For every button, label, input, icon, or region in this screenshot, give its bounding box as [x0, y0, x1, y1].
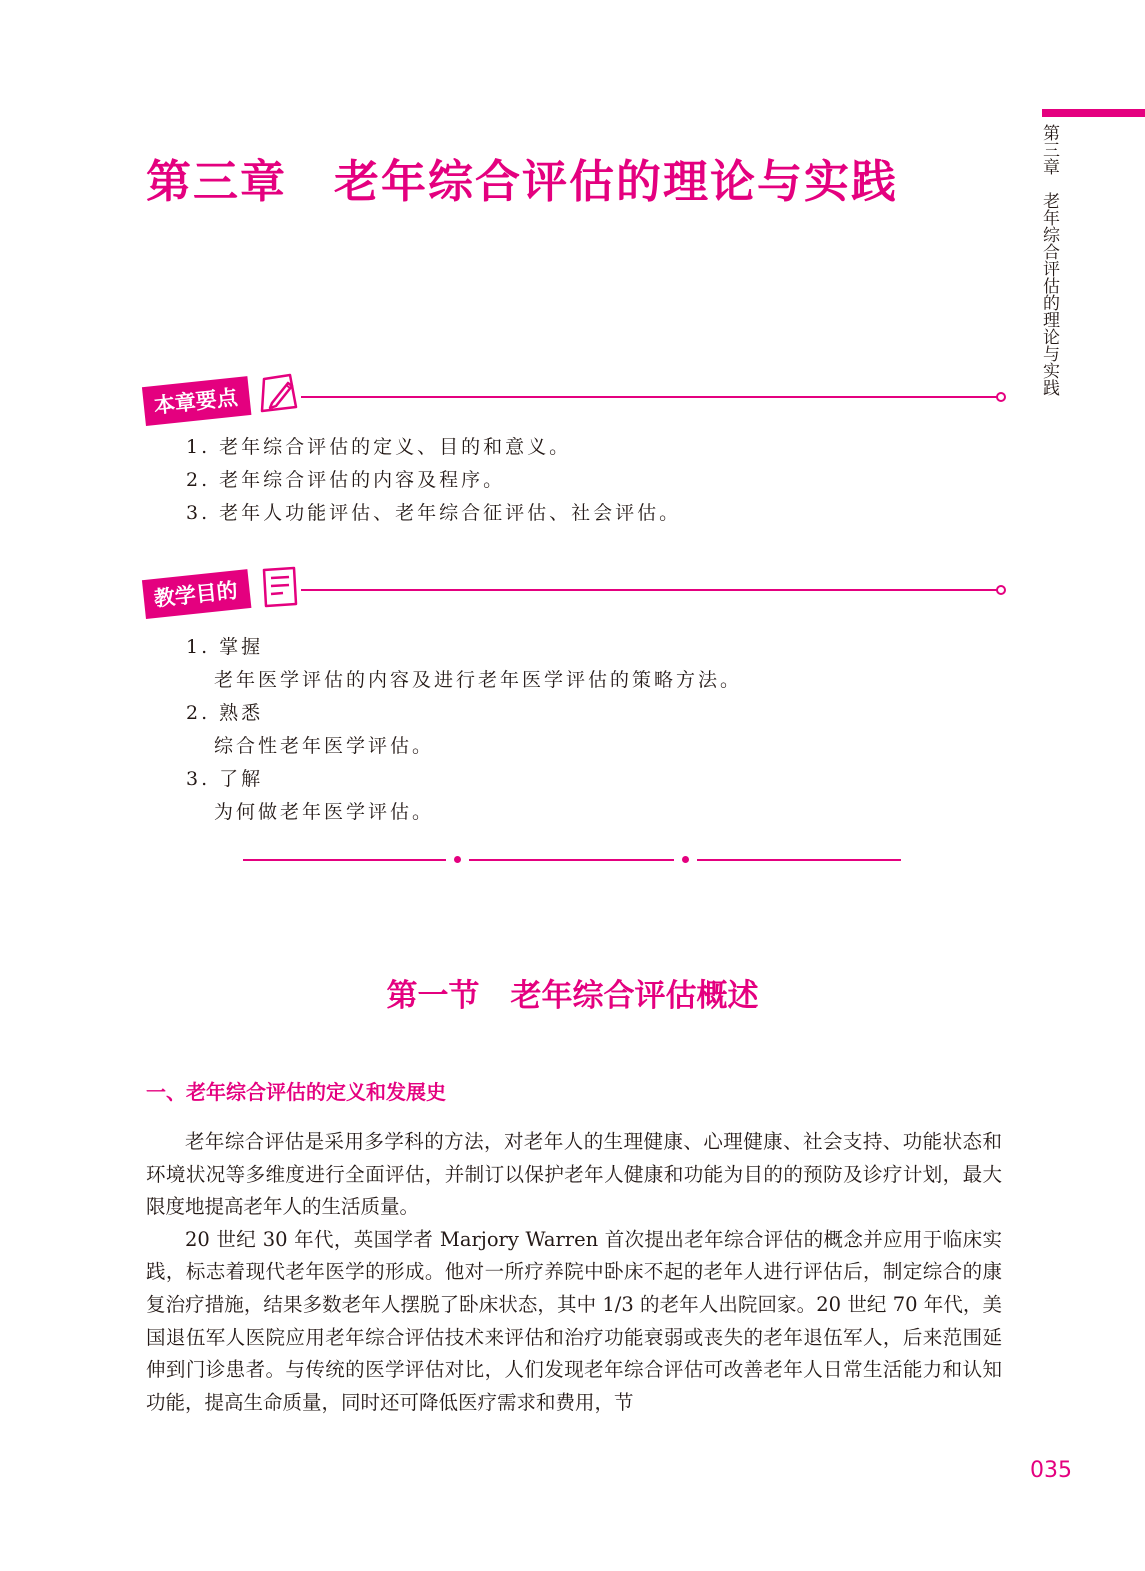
section-title: 第一节 老年综合评估概述	[386, 978, 759, 1014]
list-item: 2. 老年综合评估的内容及程序。	[186, 469, 506, 491]
objective-level: 1. 掌握	[186, 636, 264, 658]
objective-content: 综合性老年医学评估。	[214, 735, 435, 757]
document-list-icon	[258, 564, 302, 608]
divider-segment	[697, 859, 901, 861]
divider-segment	[243, 859, 446, 861]
key-points-list	[186, 431, 681, 530]
list-item	[186, 697, 742, 763]
subsection-heading: 一、老年综合评估的定义和发展史	[146, 1080, 446, 1104]
chapter-title: 第三章 老年综合评估的理论与实践	[146, 155, 899, 208]
divider-dot	[454, 856, 461, 863]
objectives-rule	[301, 589, 998, 591]
list-item: 3. 老年人功能评估、老年综合征评估、社会评估。	[186, 502, 682, 524]
objectives-rule-end	[996, 585, 1006, 595]
divider-dot	[682, 856, 689, 863]
objectives-list	[186, 631, 742, 829]
paragraph: 20 世纪 30 年代，英国学者 Marjory Warren 首次提出老年综合评估的概念并应用于临床实践，标志着现代老年医学的形成。他对一所疗养院中卧床不起的老年人进行评估后，制定综合的康复治疗措施，结果多数老年人摆脱了卧床状态，其中 1/3 的老年人出院回家。20 世纪 70 年代，美国退伍军人医院应用老年综合评估技术来评估和治疗功能衰弱或丧失的老年退伍军人，后来范围延伸到门诊患者。与传统的医学评估对比，人们发现老年综合评估可改善老年人日常生活能力和认知功能，提高生命质量，同时还可降低医疗需求和费用，节	[146, 1227, 1002, 1414]
list-item	[186, 631, 742, 697]
paragraph: 老年综合评估是采用多学科的方法，对老年人的生理健康、心理健康、社会支持、功能状态和环境状况等多维度进行全面评估，并制订以保护老年人健康和功能为目的的预防及诊疗计划，最大限度地提高老年人的生活质量。	[146, 1130, 1002, 1219]
list-item	[186, 763, 742, 829]
key-points-rule	[301, 396, 998, 398]
objective-content: 老年医学评估的内容及进行老年医学评估的策略方法。	[214, 669, 743, 691]
objective-content: 为何做老年医学评估。	[214, 801, 435, 823]
divider-segment	[469, 859, 674, 861]
pencil-note-icon	[258, 371, 302, 415]
list-item: 1. 老年综合评估的定义、目的和意义。	[186, 436, 572, 458]
key-points-label: 本章要点	[142, 376, 251, 426]
objectives-label: 教学目的	[142, 569, 251, 619]
key-points-rule-end	[996, 392, 1006, 402]
side-accent-bar	[1042, 109, 1145, 117]
key-points-header	[146, 375, 1006, 435]
objectives-header	[146, 568, 1006, 628]
objective-level: 2. 熟悉	[186, 702, 264, 724]
side-chapter-label: 第三章 老年综合评估的理论与实践	[1039, 124, 1059, 396]
page-number: 035	[1030, 1458, 1072, 1483]
objective-level: 3. 了解	[186, 768, 264, 790]
body-text	[146, 1126, 1002, 1419]
